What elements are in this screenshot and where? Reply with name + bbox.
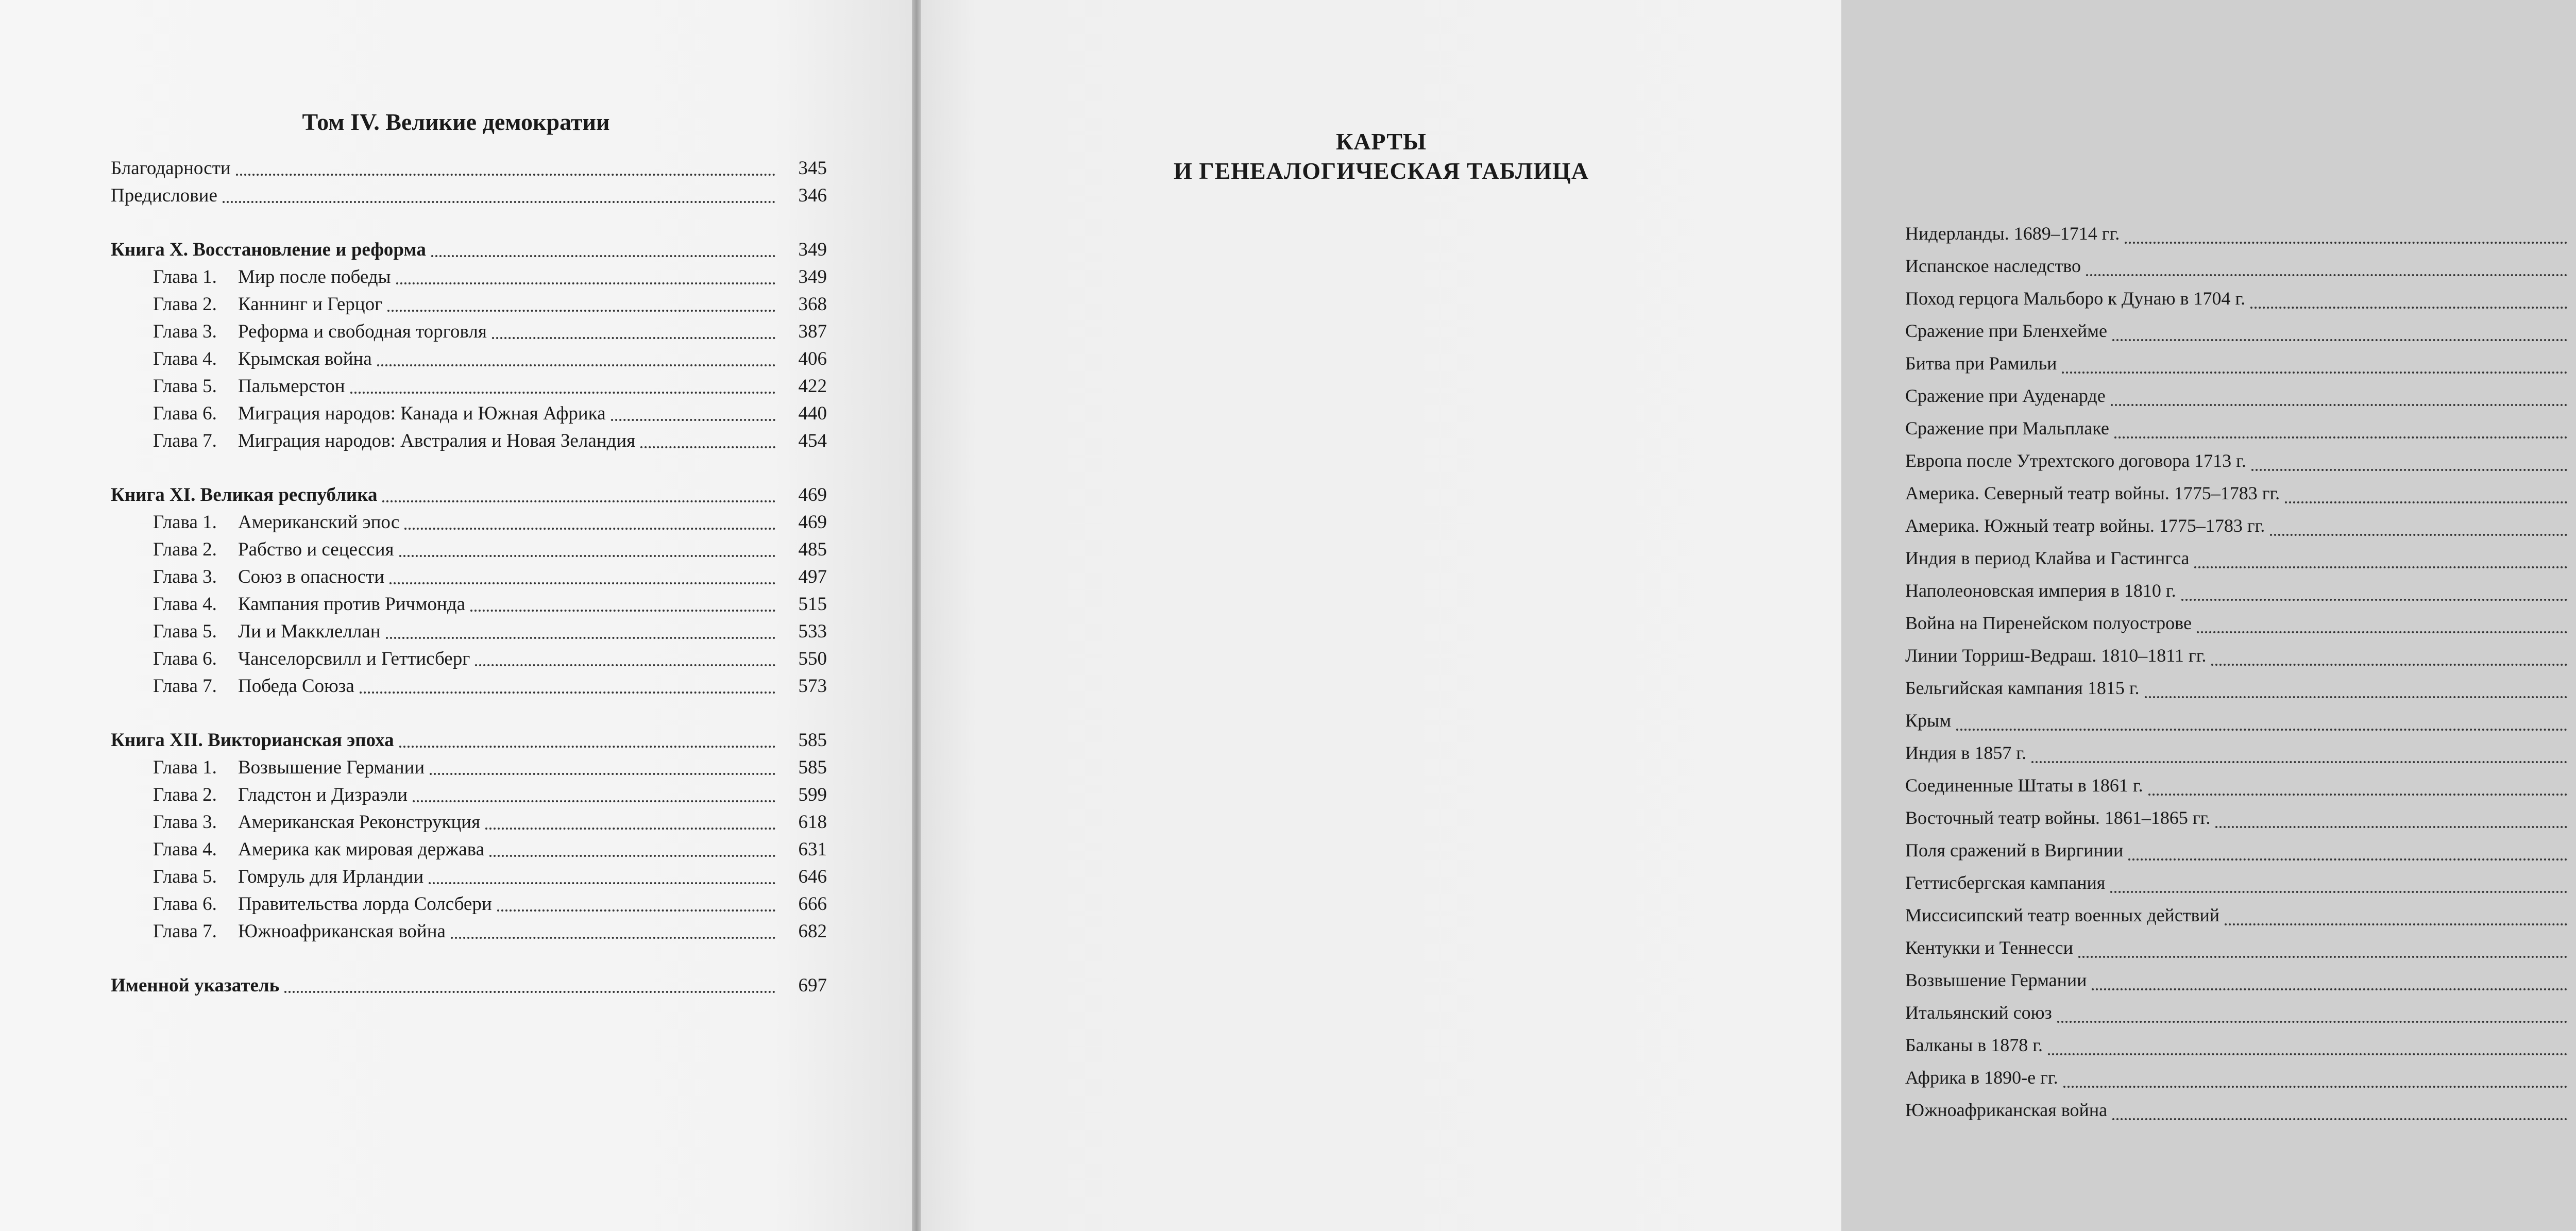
entry-label: Крымская война xyxy=(238,348,372,369)
dot-leader xyxy=(430,773,775,775)
page-number: 349 xyxy=(798,266,827,288)
chapter-number: Глава 7. xyxy=(153,430,217,451)
page-number: 422 xyxy=(798,376,827,397)
right-page xyxy=(921,0,2280,1231)
chapter-entry[interactable] xyxy=(111,318,827,345)
dot-leader xyxy=(389,582,775,584)
page-number xyxy=(2572,477,2576,510)
chapter-entry[interactable] xyxy=(111,591,827,618)
volume-contents xyxy=(111,155,827,999)
page-number: 485 xyxy=(798,539,827,560)
entry-label: Мир после победы xyxy=(238,266,391,288)
dot-leader xyxy=(396,282,776,284)
chapter-entry[interactable] xyxy=(111,863,827,890)
dot-leader xyxy=(2086,274,2567,276)
dot-leader xyxy=(2128,858,2567,861)
dot-leader xyxy=(2062,372,2567,374)
dot-leader xyxy=(429,882,775,884)
map-entry[interactable] xyxy=(1905,639,2576,672)
map-entry[interactable] xyxy=(1905,769,2576,802)
dot-leader xyxy=(2285,501,2567,503)
dot-leader xyxy=(2251,469,2567,471)
entry-label: Реформа и свободная торговля xyxy=(238,321,487,342)
page-number: 368 xyxy=(798,294,827,315)
chapter-entry[interactable] xyxy=(111,890,827,918)
section-spacer xyxy=(111,454,827,481)
dot-leader xyxy=(382,500,775,502)
dot-leader xyxy=(485,828,775,830)
page-number xyxy=(2572,1094,2576,1126)
dot-leader xyxy=(470,610,775,612)
entry-label: Сражение при Бленхейме xyxy=(1905,321,2107,341)
entry-label: Миссисипский театр военных действий xyxy=(1905,905,2220,925)
chapter-number: Глава 6. xyxy=(153,893,217,915)
page-number: 682 xyxy=(798,921,827,942)
dot-leader xyxy=(2057,1021,2567,1023)
page-number: 440 xyxy=(798,403,827,424)
chapter-number: Глава 5. xyxy=(153,866,217,887)
chapter-entry[interactable] xyxy=(111,536,827,563)
page-number xyxy=(2572,802,2576,834)
page-number xyxy=(2572,217,2576,250)
map-entry[interactable] xyxy=(1905,380,2576,412)
page-number xyxy=(2572,769,2576,802)
chapter-number: Глава 2. xyxy=(153,539,217,560)
dot-leader xyxy=(2112,1118,2567,1120)
entry-label: Ли и Макклеллан xyxy=(238,621,381,642)
page-number xyxy=(2572,834,2576,867)
map-entry[interactable] xyxy=(1905,347,2576,380)
page-number xyxy=(2572,445,2576,477)
page-number: 454 xyxy=(798,430,827,451)
chapter-entry[interactable] xyxy=(111,645,827,672)
page-number xyxy=(2572,899,2576,932)
entry-label: Южноафриканская война xyxy=(1905,1100,2108,1120)
map-entry[interactable] xyxy=(1905,997,2576,1029)
map-entry[interactable] xyxy=(1905,1094,2576,1126)
page-number: 666 xyxy=(798,893,827,915)
dot-leader xyxy=(404,528,775,530)
book-entry[interactable] xyxy=(111,236,827,263)
dot-leader xyxy=(386,637,775,639)
entry-label: Сражение при Мальплаке xyxy=(1905,418,2109,439)
entry-label: Геттисбергская кампания xyxy=(1905,872,2106,893)
page-number xyxy=(2572,672,2576,704)
page-number xyxy=(2572,412,2576,445)
page-number xyxy=(2572,542,2576,575)
page-number: 469 xyxy=(798,484,827,505)
entry-label: Война на Пиренейском полуострове xyxy=(1905,613,2192,633)
chapter-entry[interactable] xyxy=(111,345,827,373)
page-number: 550 xyxy=(798,648,827,669)
entry-label: Американская Реконструкция xyxy=(238,812,481,833)
entry-label: Крым xyxy=(1905,710,1951,731)
chapter-entry[interactable] xyxy=(111,754,827,781)
section-spacer xyxy=(111,209,827,236)
entry-label: Америка. Северный театр войны. 1775–1783 гг. xyxy=(1905,483,2280,503)
page-number: 599 xyxy=(798,784,827,805)
entry-label: Балканы в 1878 г. xyxy=(1905,1035,2043,1055)
chapter-number: Глава 6. xyxy=(153,403,217,424)
dot-leader xyxy=(2225,923,2567,925)
entry-label: Книга XII. Викторианская эпоха xyxy=(111,730,394,751)
dot-leader xyxy=(489,855,775,857)
page-number xyxy=(2572,867,2576,899)
map-entry[interactable] xyxy=(1905,607,2576,639)
map-entry[interactable] xyxy=(1905,477,2576,510)
chapter-entry[interactable] xyxy=(111,373,827,400)
entry-label: Поля сражений в Виргинии xyxy=(1905,840,2124,861)
chapter-number: Глава 7. xyxy=(153,676,217,697)
page-number: 585 xyxy=(798,757,827,778)
dot-leader xyxy=(2125,242,2567,244)
page-number xyxy=(2572,704,2576,737)
maps-title-line1: КАРТЫ xyxy=(1335,128,1427,155)
entry-label: Нидерланды. 1689–1714 гг. xyxy=(1905,223,2120,244)
dot-leader xyxy=(2063,1086,2567,1088)
page-number xyxy=(2572,964,2576,997)
entry-label: Книга XI. Великая республика xyxy=(111,484,378,505)
page-number xyxy=(2572,347,2576,380)
map-entry[interactable] xyxy=(1905,1029,2576,1061)
entry-label: Победа Союза xyxy=(238,676,354,697)
dot-leader xyxy=(2092,988,2567,990)
entry-label: Наполеоновская империя в 1810 г. xyxy=(1905,580,2176,601)
dot-leader xyxy=(2111,404,2567,406)
dot-leader xyxy=(475,664,775,666)
entry-label: Возвышение Германии xyxy=(1905,970,2087,990)
maps-title-line2: И ГЕНЕАЛОГИЧЕСКАЯ ТАБЛИЦА xyxy=(1174,158,1589,184)
entry-label: Поход герцога Мальборо к Дунаю в 1704 г. xyxy=(1905,288,2246,309)
map-entry[interactable] xyxy=(1905,445,2576,477)
map-entry[interactable] xyxy=(1905,737,2576,769)
dot-leader xyxy=(360,692,775,694)
map-entry[interactable] xyxy=(1905,510,2576,542)
entry-label: Испанское наследство xyxy=(1905,256,2081,276)
dot-leader xyxy=(223,201,775,203)
dot-leader xyxy=(497,909,775,912)
map-entry[interactable] xyxy=(1905,542,2576,575)
chapter-entry[interactable] xyxy=(111,672,827,700)
page-number xyxy=(2572,315,2576,347)
chapter-number: Глава 5. xyxy=(153,621,217,642)
page-number: 349 xyxy=(798,239,827,260)
page-number xyxy=(2572,737,2576,769)
dot-leader xyxy=(431,255,775,257)
page-number: 631 xyxy=(798,839,827,860)
chapter-number: Глава 7. xyxy=(153,921,217,942)
dot-leader xyxy=(2211,664,2567,666)
dot-leader xyxy=(640,446,775,448)
dot-leader xyxy=(2078,956,2567,958)
dot-leader xyxy=(492,337,775,339)
front-matter-entry[interactable] xyxy=(111,182,827,209)
entry-label: Соединенные Штаты в 1861 г. xyxy=(1905,775,2143,796)
chapter-entry[interactable] xyxy=(111,400,827,427)
entry-label: Правительства лорда Солсбери xyxy=(238,893,492,915)
entry-label: Предисловие xyxy=(111,185,217,206)
map-entry[interactable] xyxy=(1905,964,2576,997)
entry-label: Благодарности xyxy=(111,158,231,179)
map-entry[interactable] xyxy=(1905,315,2576,347)
page-number: 585 xyxy=(798,730,827,751)
entry-label: Рабство и сецессия xyxy=(238,539,394,560)
left-page xyxy=(0,0,912,1231)
entry-label: Миграция народов: Австралия и Новая Зеландия xyxy=(238,430,636,451)
map-entry[interactable] xyxy=(1905,704,2576,737)
map-entry[interactable] xyxy=(1905,932,2576,964)
dot-leader xyxy=(350,392,775,394)
dot-leader xyxy=(2181,599,2567,601)
dot-leader xyxy=(2194,566,2567,568)
book-entry[interactable] xyxy=(111,481,827,509)
map-entry[interactable] xyxy=(1905,575,2576,607)
page-number: 345 xyxy=(798,158,827,179)
page-number: 346 xyxy=(798,185,827,206)
section-spacer xyxy=(111,700,827,727)
page-number: 469 xyxy=(798,512,827,533)
entry-label: Линии Торриш-Ведраш. 1810–1811 гг. xyxy=(1905,645,2207,666)
chapter-number: Глава 5. xyxy=(153,376,217,397)
chapter-entry[interactable] xyxy=(111,836,827,863)
map-entry[interactable] xyxy=(1905,217,2576,250)
entry-label: Именной указатель xyxy=(111,975,280,996)
entry-label: Бельгийская кампания 1815 г. xyxy=(1905,678,2140,698)
page-number xyxy=(2572,997,2576,1029)
chapter-entry[interactable] xyxy=(111,263,827,291)
entry-label: Кампания против Ричмонда xyxy=(238,594,466,615)
entry-label: Африка в 1890-е гг. xyxy=(1905,1067,2058,1088)
page-number xyxy=(2572,639,2576,672)
entry-label: Чанселорсвилл и Геттисберг xyxy=(238,648,470,669)
dot-leader xyxy=(2048,1053,2567,1055)
section-spacer xyxy=(111,945,827,972)
dot-leader xyxy=(611,419,776,421)
dot-leader xyxy=(399,746,775,748)
chapter-number: Глава 1. xyxy=(153,512,217,533)
chapter-number: Глава 2. xyxy=(153,294,217,315)
entry-label: Каннинг и Герцог xyxy=(238,294,383,315)
map-entry[interactable] xyxy=(1905,834,2576,867)
entry-label: Кентукки и Теннесси xyxy=(1905,937,2073,958)
entry-label: Гомруль для Ирландии xyxy=(238,866,424,887)
dot-leader xyxy=(2114,436,2567,439)
chapter-number: Глава 1. xyxy=(153,266,217,288)
map-entry[interactable] xyxy=(1905,282,2576,315)
dot-leader xyxy=(236,174,775,176)
page-number xyxy=(2572,575,2576,607)
page-number: 697 xyxy=(798,975,827,996)
page-number xyxy=(2572,1061,2576,1094)
map-entry[interactable] xyxy=(1905,899,2576,932)
page-number xyxy=(2572,607,2576,639)
page-number: 533 xyxy=(798,621,827,642)
dot-leader xyxy=(2110,891,2567,893)
chapter-entry[interactable] xyxy=(111,918,827,945)
map-entry[interactable] xyxy=(1905,412,2576,445)
entry-label: Америка как мировая держава xyxy=(238,839,485,860)
page-number xyxy=(2572,1029,2576,1061)
chapter-entry[interactable] xyxy=(111,781,827,808)
page-number: 573 xyxy=(798,676,827,697)
entry-label: Книга X. Восстановление и реформа xyxy=(111,239,426,260)
page-number: 406 xyxy=(798,348,827,369)
page-number: 387 xyxy=(798,321,827,342)
book-gutter xyxy=(912,0,921,1231)
chapter-number: Глава 6. xyxy=(153,648,217,669)
map-entry[interactable] xyxy=(1905,672,2576,704)
page-number: 618 xyxy=(798,812,827,833)
map-entry[interactable] xyxy=(1905,867,2576,899)
entry-label: Индия в период Клайва и Гастингса xyxy=(1905,548,2190,568)
entry-label: Итальянский союз xyxy=(1905,1002,2052,1023)
dot-leader xyxy=(387,310,775,312)
dot-leader xyxy=(2031,761,2567,763)
page-number: 515 xyxy=(798,594,827,615)
chapter-entry[interactable] xyxy=(111,563,827,591)
chapter-entry[interactable] xyxy=(111,808,827,836)
entry-label: Миграция народов: Канада и Южная Африка xyxy=(238,403,606,424)
entry-label: Европа после Утрехтского договора 1713 г. xyxy=(1905,450,2246,471)
dot-leader xyxy=(2270,534,2567,536)
entry-label: Американский эпос xyxy=(238,512,400,533)
dot-leader xyxy=(413,800,775,802)
dot-leader xyxy=(2148,794,2567,796)
dot-leader xyxy=(2250,307,2567,309)
chapter-number: Глава 4. xyxy=(153,348,217,369)
page-number xyxy=(2572,932,2576,964)
page-number: 646 xyxy=(798,866,827,887)
dot-leader xyxy=(2197,631,2567,633)
chapter-number: Глава 3. xyxy=(153,321,217,342)
entry-label: Возвышение Германии xyxy=(238,757,425,778)
dot-leader xyxy=(1956,729,2567,731)
dot-leader xyxy=(2145,696,2567,698)
entry-label: Битва при Рамильи xyxy=(1905,353,2057,374)
entry-label: Восточный театр войны. 1861–1865 гг. xyxy=(1905,807,2211,828)
dot-leader xyxy=(399,555,775,557)
volume-title: Том IV. Великие демократии xyxy=(302,109,610,135)
chapter-number: Глава 2. xyxy=(153,784,217,805)
chapter-number: Глава 4. xyxy=(153,839,217,860)
maps-list xyxy=(1905,217,2576,1126)
chapter-number: Глава 4. xyxy=(153,594,217,615)
dot-leader xyxy=(451,937,775,939)
chapter-number: Глава 1. xyxy=(153,757,217,778)
chapter-number: Глава 3. xyxy=(153,812,217,833)
dot-leader xyxy=(2112,339,2567,341)
page-number: 497 xyxy=(798,566,827,587)
entry-label: Индия в 1857 г. xyxy=(1905,743,2027,763)
book-entry[interactable] xyxy=(111,727,827,754)
map-entry[interactable] xyxy=(1905,1061,2576,1094)
entry-label: Южноафриканская война xyxy=(238,921,446,942)
entry-label: Сражение при Ауденарде xyxy=(1905,385,2106,406)
chapter-entry[interactable] xyxy=(111,509,827,536)
index-entry[interactable] xyxy=(111,972,827,999)
page-number xyxy=(2572,510,2576,542)
map-entry[interactable] xyxy=(1905,250,2576,282)
entry-label: Пальмерстон xyxy=(238,376,345,397)
entry-label: Гладстон и Дизраэли xyxy=(238,784,408,805)
dot-leader xyxy=(284,991,775,993)
page-number xyxy=(2572,250,2576,282)
dot-leader xyxy=(2215,826,2567,828)
entry-label: Америка. Южный театр войны. 1775–1783 гг. xyxy=(1905,515,2265,536)
chapter-number: Глава 3. xyxy=(153,566,217,587)
entry-label: Союз в опасности xyxy=(238,566,385,587)
chapter-entry[interactable] xyxy=(111,291,827,318)
dot-leader xyxy=(377,364,775,366)
front-matter-entry[interactable] xyxy=(111,155,827,182)
page-number xyxy=(2572,380,2576,412)
chapter-entry[interactable] xyxy=(111,427,827,454)
map-entry[interactable] xyxy=(1905,802,2576,834)
page-number xyxy=(2572,282,2576,315)
chapter-entry[interactable] xyxy=(111,618,827,645)
